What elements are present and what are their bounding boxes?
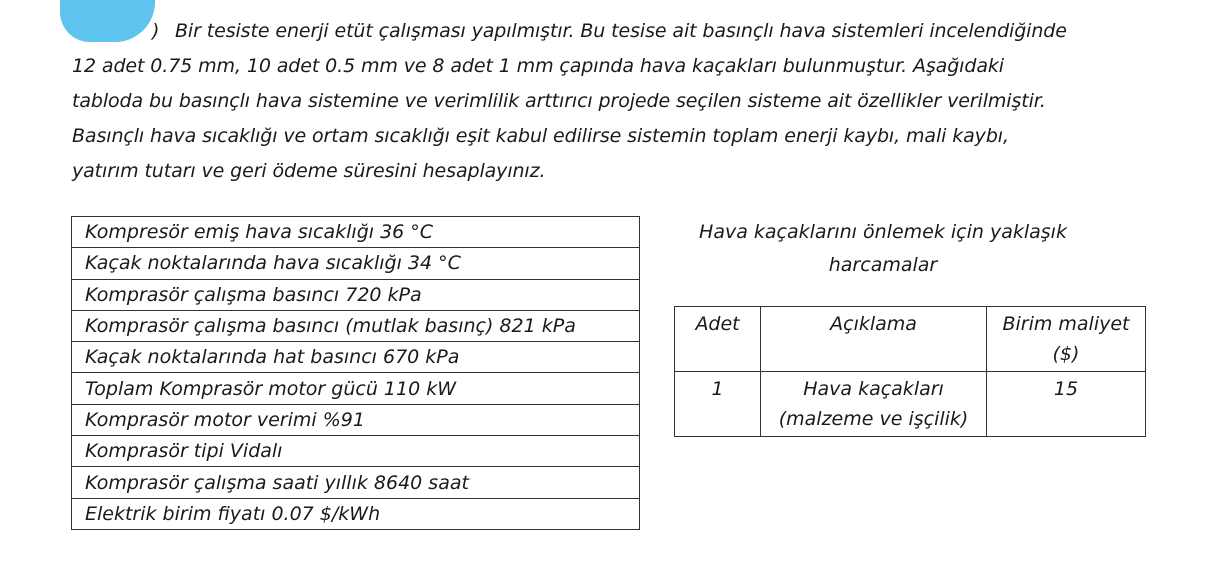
header-birim-line-2: ($): [1052, 343, 1080, 365]
header-aciklama: Açıklama: [761, 307, 987, 372]
cell-aciklama-line-2: (malzeme ve işçilik): [778, 408, 969, 430]
table-row: [72, 498, 640, 529]
header-birim-line-1: Birim maliyet: [1002, 313, 1130, 335]
header-birim-maliyet: [986, 307, 1145, 372]
property-cell: Komprasör motor verimi %91: [72, 404, 640, 435]
cell-aciklama: [761, 372, 987, 437]
question-number: ): [152, 20, 160, 42]
property-cell: Kaçak noktalarında hava sıcaklığı 34 °C: [72, 248, 640, 279]
table-row: [72, 342, 640, 373]
cost-table: [674, 306, 1146, 437]
question-line-1: Bir tesiste enerji etüt çalışması yapılmıştır. Bu tesise ait basınçlı hava sistemleri incelendiğinde: [175, 20, 1067, 42]
question-line-5: yatırım tutarı ve geri ödeme süresini hesaplayınız.: [72, 160, 546, 182]
property-cell: Kompresör emiş hava sıcaklığı 36 °C: [72, 217, 640, 248]
property-cell: Komprasör çalışma saati yıllık 8640 saat: [72, 467, 640, 498]
cost-title-line-2: harcamalar: [828, 254, 938, 276]
property-cell: Elektrik birim fiyatı 0.07 $/kWh: [72, 498, 640, 529]
table-row: [72, 436, 640, 467]
property-cell: Toplam Komprasör motor gücü 110 kW: [72, 373, 640, 404]
cost-title-line-1: Hava kaçaklarını önlemek için yaklaşık: [699, 221, 1067, 243]
cost-table-title: [676, 216, 1090, 282]
property-cell: Kaçak noktalarında hat basıncı 670 kPa: [72, 342, 640, 373]
cell-adet: 1: [675, 372, 761, 437]
header-adet: Adet: [675, 307, 761, 372]
property-cell: Komprasör çalışma basıncı (mutlak basınç) 821 kPa: [72, 310, 640, 341]
property-cell: Komprasör çalışma basıncı 720 kPa: [72, 279, 640, 310]
question-line-4: Basınçlı hava sıcaklığı ve ortam sıcaklığı eşit kabul edilirse sistemin toplam enerji kaybı, mali kaybı,: [72, 125, 1009, 147]
property-cell: Komprasör tipi Vidalı: [72, 436, 640, 467]
table-row: [72, 279, 640, 310]
properties-table: [71, 216, 640, 530]
question-line-2: 12 adet 0.75 mm, 10 adet 0.5 mm ve 8 adet 1 mm çapında hava kaçakları bulunmuştur. Aşağıdaki: [72, 55, 1004, 77]
cell-aciklama-line-1: Hava kaçakları: [803, 378, 944, 400]
question-text: [72, 14, 1192, 189]
table-header-row: [675, 307, 1146, 372]
table-row: [72, 248, 640, 279]
table-row: [72, 310, 640, 341]
table-row: [675, 372, 1146, 437]
table-row: [72, 404, 640, 435]
cell-birim: 15: [986, 372, 1145, 437]
table-row: [72, 373, 640, 404]
table-row: [72, 467, 640, 498]
table-row: [72, 217, 640, 248]
question-line-3: tabloda bu basınçlı hava sistemine ve verimlilik arttırıcı projede seçilen sisteme ait özellikler verilmiştir.: [72, 90, 1046, 112]
